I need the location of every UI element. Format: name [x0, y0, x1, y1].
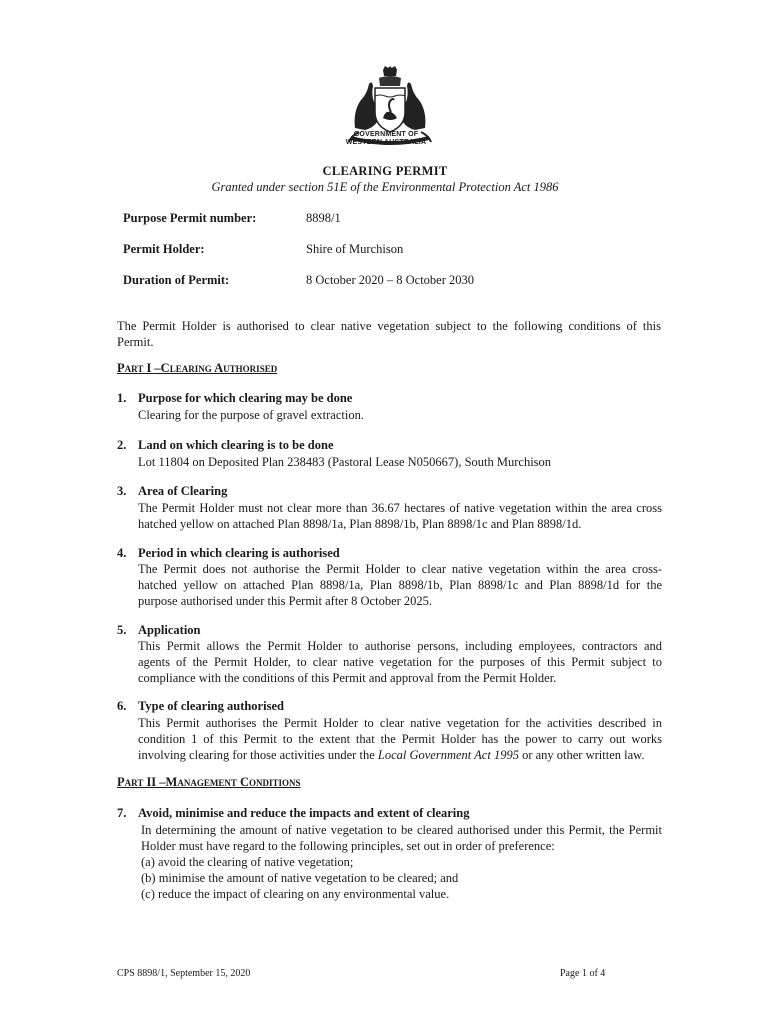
page-number: Page 1 of 4	[560, 968, 606, 979]
item-line: (a) avoid the clearing of native vegetation;	[141, 855, 354, 869]
item-line-text: or any other written law.	[518, 748, 645, 762]
detail-value: Shire of Murchison	[306, 242, 404, 256]
item-line: (b) minimise the amount of native vegetation to be cleared; and	[141, 871, 459, 885]
item-title: Area of Clearing	[138, 484, 228, 498]
permit-subtitle: Granted under section 51E of the Environmental Protection Act 1986	[211, 180, 559, 194]
item-body	[138, 715, 662, 763]
item-title: Purpose for which clearing may be done	[138, 391, 353, 405]
item-line: This Permit authorises the Permit Holder to clear native vegetation for the activities described in	[138, 716, 662, 730]
item-line: This Permit allows the Permit Holder to authorise persons, including employees, contractors and	[138, 639, 662, 653]
part2-heading: Part II –Management Conditions	[117, 775, 301, 789]
item-line: hatched yellow on attached Plan 8898/1a, Plan 8898/1b, Plan 8898/1c and Plan 8898/1d.	[138, 517, 582, 531]
item-body	[138, 500, 662, 532]
item-body	[138, 638, 662, 686]
logo-text-line2: WESTERN AUSTRALIA	[345, 139, 427, 146]
item-line-text: involving clearing for those activities under the	[138, 748, 378, 762]
act-name: Local Government Act 1995	[377, 748, 519, 762]
item-number: 6.	[117, 699, 127, 713]
item-line: The Permit does not authorise the Permit Holder to clear native vegetation within the area cross-	[138, 562, 662, 576]
item-title: Type of clearing authorised	[138, 699, 284, 713]
item-title: Application	[138, 623, 201, 637]
item-number: 7.	[117, 806, 127, 820]
item-title: Land on which clearing is to be done	[138, 438, 334, 452]
item-line: compliance with the conditions of this Permit and approval from the Permit Holder.	[138, 671, 557, 685]
item-number: 3.	[117, 484, 127, 498]
item-line: Lot 11804 on Deposited Plan 238483 (Pastoral Lease N050667), South Murchison	[138, 455, 552, 469]
item-line: The Permit Holder must not clear more than 36.67 hectares of native vegetation within the area cross	[138, 501, 662, 515]
detail-label: Purpose Permit number:	[123, 211, 257, 225]
item-number: 4.	[117, 546, 127, 560]
permit-title: CLEARING PERMIT	[322, 164, 448, 178]
item-line: Holder must have regard to the following principles, set out in order of preference:	[141, 839, 555, 853]
item-body	[141, 822, 662, 902]
detail-label: Permit Holder:	[123, 242, 205, 256]
item-title: Period in which clearing is authorised	[138, 546, 340, 560]
item-body	[138, 407, 662, 423]
item-line-with-act	[138, 747, 662, 763]
item-number: 2.	[117, 438, 127, 452]
footer-reference: CPS 8898/1, September 15, 2020	[117, 968, 251, 979]
item-number: 1.	[117, 391, 127, 405]
detail-value: 8898/1	[306, 211, 341, 225]
item-body	[138, 561, 662, 609]
government-logo-text	[340, 131, 432, 147]
logo-text-line1: GOVERNMENT OF	[353, 131, 419, 138]
intro-paragraph	[117, 318, 661, 350]
detail-label: Duration of Permit:	[123, 273, 230, 287]
item-line: hatched yellow on attached Plan 8898/1a, Plan 8898/1b, Plan 8898/1c and Plan 8898/1d for the	[138, 578, 662, 592]
item-title: Avoid, minimise and reduce the impacts and extent of clearing	[138, 806, 470, 820]
item-line: In determining the amount of native vegetation to be cleared authorised under this Permit, the Permit	[141, 823, 662, 837]
item-body	[138, 454, 662, 470]
detail-value: 8 October 2020 – 8 October 2030	[306, 273, 475, 287]
item-line: (c) reduce the impact of clearing on any environmental value.	[141, 887, 450, 901]
item-line: agents of the Permit Holder, to clear native vegetation for the purposes of this Permit subject to	[138, 655, 662, 669]
item-number: 5.	[117, 623, 127, 637]
item-line: Clearing for the purpose of gravel extraction.	[138, 408, 364, 422]
item-line: purpose authorised under this Permit after 8 October 2025.	[138, 594, 433, 608]
intro-line: Permit.	[117, 335, 154, 349]
part1-heading: Part I –Clearing Authorised	[117, 361, 278, 375]
item-line: condition 1 of this Permit to the extent that the Permit Holder has the power to carry out works	[138, 732, 662, 746]
intro-line: The Permit Holder is authorised to clear native vegetation subject to the following conditions of this	[117, 319, 661, 333]
